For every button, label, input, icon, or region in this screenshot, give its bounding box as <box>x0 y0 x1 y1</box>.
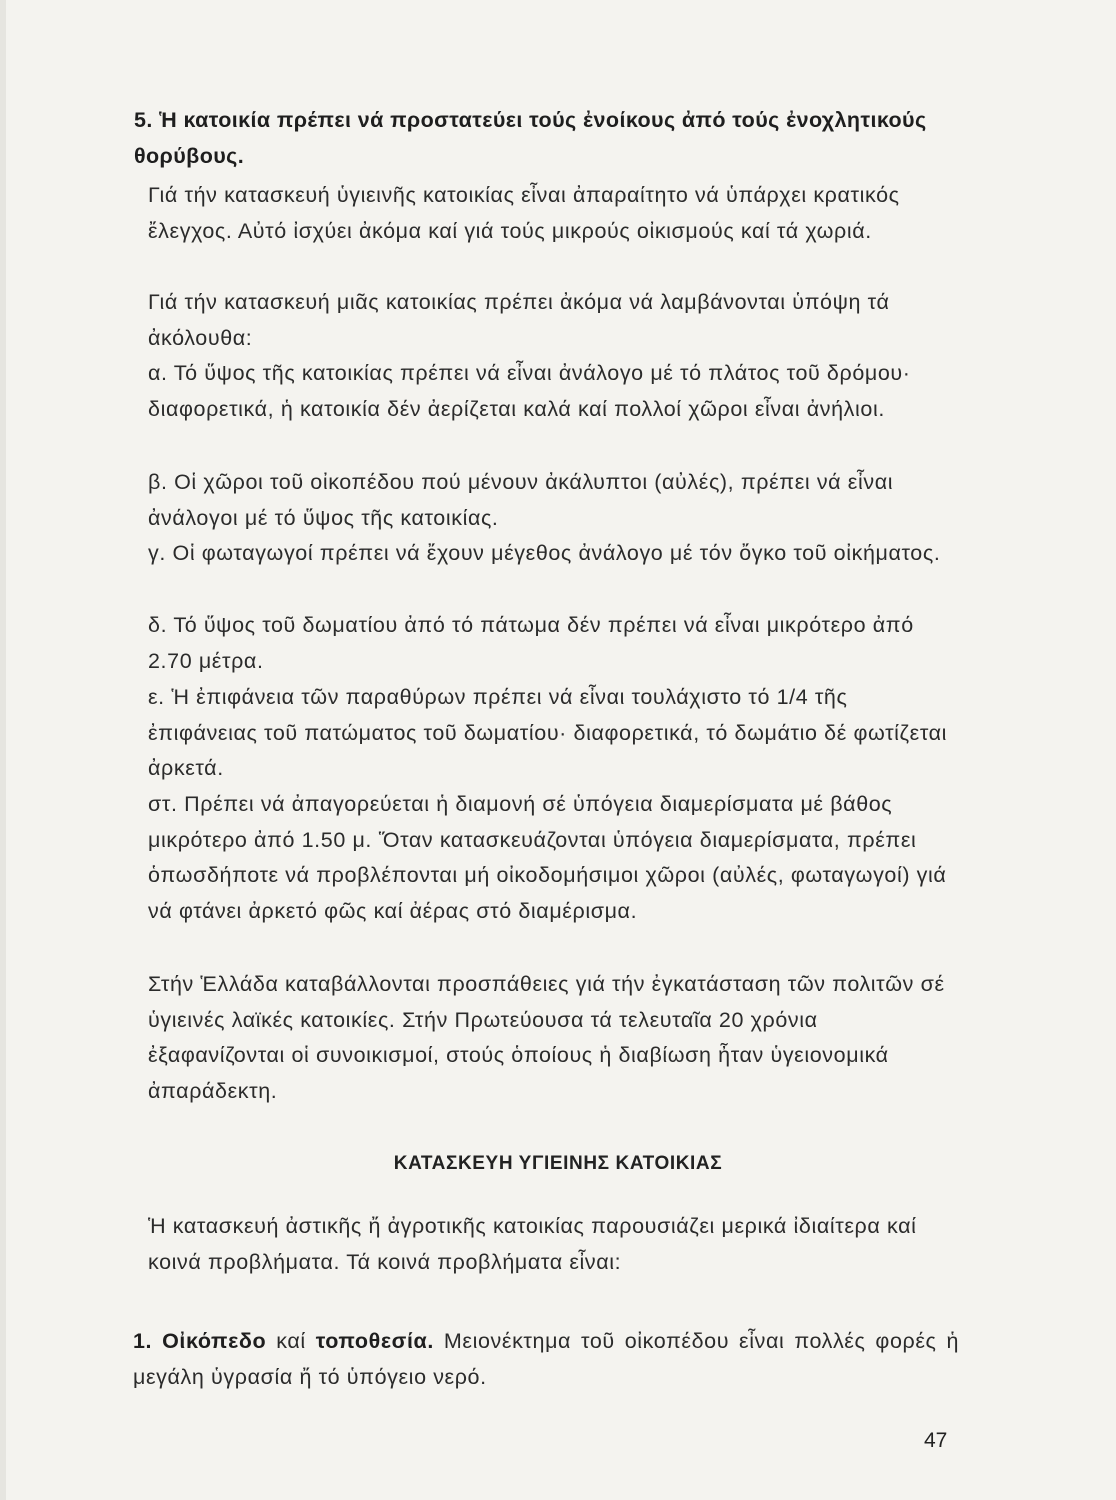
item-1-text: Μειονέκτημα τοῦ οἰκοπέδου εἶναι πολλές φορές ἡ μεγάλη ὑγρασία ἤ τό ὑπόγειο νερό. <box>133 1329 960 1389</box>
item-1-term-location: τοποθεσία. <box>315 1329 434 1353</box>
page-number: 47 <box>924 1429 948 1452</box>
item-e: ε. Ἡ ἐπιφάνεια τῶν παραθύρων πρέπει νά εἶναι τουλάχιστο τό 1/4 τῆς ἐπιφάνειας τοῦ πατώματος τοῦ δωματίου· διαφορετικά, τό δωμάτιο δέ φωτίζεται ἀρκετά. <box>148 685 948 780</box>
intro-paragraph: Ἡ κατασκευή ἀστικῆς ἤ ἀγροτικῆς κατοικίας παρουσιάζει μερικά ἰδιαίτερα καί κοινά προβλήματα. Τά κοινά προβλήματα εἶναι: <box>148 1214 917 1274</box>
section-5-heading: 5. Ἡ κατοικία πρέπει νά προστατεύει τούς ἐνοίκους ἀπό τούς ἐνοχλητικούς θορύβους. <box>134 108 927 168</box>
item-d: δ. Τό ὕψος τοῦ δωματίου ἀπό τό πάτωμα δέν πρέπει νά εἶναι μικρότερο ἀπό 2.70 μέτρα. <box>148 613 914 673</box>
item-st: στ. Πρέπει νά ἀπαγορεύεται ἡ διαμονή σέ ὑπόγεια διαμερίσματα μέ βάθος μικρότερο ἀπό 1.50 μ. Ὅταν κατασκευάζονται ὑπόγεια διαμερίσματα, πρέπει ὁπωσδήποτε νά προβλέπονται μή οἰκοδομήσιμοι χῶροι (αὐλές, φωταγωγοί) γιά νά φτάνει ἀρκετό φῶς καί ἀέρας στό διαμέρισμα. <box>148 792 947 923</box>
item-1-number: 1. <box>133 1329 153 1353</box>
item-b: β. Οἱ χῶροι τοῦ οἰκοπέδου πού μένουν ἀκάλυπτοι (αὐλές), πρέπει νά εἶναι ἀνάλογοι μέ τό ὕψος τῆς κατοικίας. <box>148 470 894 530</box>
item-1-term-plot: Οἰκόπεδο <box>162 1329 267 1353</box>
section-title: ΚΑΤΑΣΚΕΥΗ ΥΓΙΕΙΝΗΣ ΚΑΤΟΙΚΙΑΣ <box>393 1153 723 1174</box>
item-c: γ. Οἱ φωταγωγοί πρέπει νά ἔχουν μέγεθος ἀνάλογο μέ τόν ὄγκο τοῦ οἰκήματος. <box>148 541 941 565</box>
paragraph-inspection: Γιά τήν κατασκευή ὑγιεινῆς κατοικίας εἶναι ἀπαραίτητο νά ὑπάρχει κρατικός ἔλεγχος. Αὐτό ἰσχύει ἀκόμα καί γιά τούς μικρούς οἰκισμούς καί τά χωριά. <box>148 183 900 243</box>
paragraph-greece: Στήν Ἑλλάδα καταβάλλονται προσπάθειες γιά τήν ἐγκατάσταση τῶν πολιτῶν σέ ὑγιεινές λαϊκές κατοικίες. Στήν Πρωτεύουσα τά τελευταῖα 20 χρόνια ἐξαφανίζονται οἱ συνοικισμοί, στούς ὁποίους ἡ διαβίωση ἦταν ὑγειονομικά ἀπαράδεκτη. <box>148 972 945 1103</box>
item-a: α. Τό ὕψος τῆς κατοικίας πρέπει νά εἶναι ἀνάλογο μέ τό πλάτος τοῦ δρόμου· διαφορετικά, ἡ κατοικία δέν ἀερίζεται καλά καί πολλοί χῶροι εἶναι ἀνήλιοι. <box>148 361 911 421</box>
page-edge <box>0 0 6 1500</box>
item-1 <box>133 1324 959 1395</box>
item-1-conj: καί <box>276 1329 306 1353</box>
paragraph-requirements: Γιά τήν κατασκευή μιᾶς κατοικίας πρέπει ἀκόμα νά λαμβάνονται ὑπόψη τά ἀκόλουθα: <box>148 290 890 350</box>
